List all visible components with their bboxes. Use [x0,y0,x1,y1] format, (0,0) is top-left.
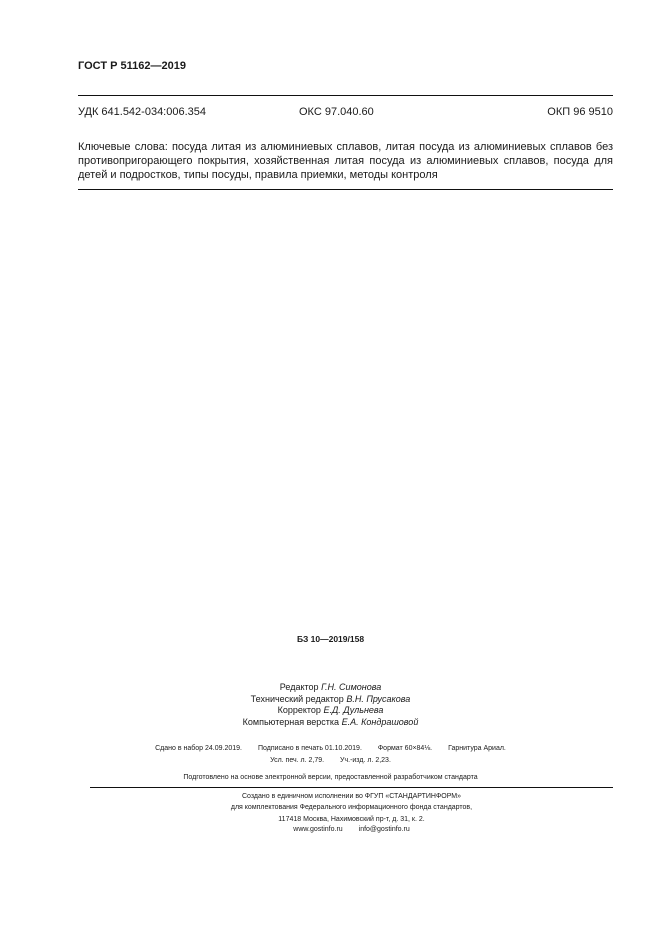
credit-corrector [0,705,661,717]
print-sheets: Усл. печ. л. 2,79. [270,757,325,764]
bz-number: БЗ 10—2019/158 [296,634,365,644]
credit-name: Г.Н. Симонова [321,682,382,692]
keywords-paragraph: Ключевые слова: посуда литая из алюминиевых сплавов, литая посуда из алюминиевых сплавов без противопригорающего покрытия, хозяйственная литая посуда из алюминиевых сплавов, посуда для детей и подростков, типы посуды, правила приемки, методы контроля [78,141,613,181]
email-link[interactable]: info@gostinfo.ru [358,826,410,833]
typeface: Гарнитура Ариал. [448,745,506,752]
oks-code: ОКС 97.040.60 [299,106,374,118]
publisher-line2: для комплектования Федерального информационного фонда стандартов, [230,804,473,811]
website-link[interactable]: www.gostinfo.ru [293,826,343,833]
print-info [0,743,661,767]
prepared-note: Подготовлено на основе электронной версии, предоставленной разработчиком стандарта [183,774,478,781]
print-info-line2 [0,755,661,767]
credit-role: Корректор [277,705,321,715]
publisher-address [90,815,613,835]
credit-role: Технический редактор [250,693,344,704]
keywords-divider [78,189,613,190]
classification-codes [78,106,613,118]
credit-editor [0,682,661,694]
credit-role: Компьютерная верстка [242,716,340,727]
footer-divider [90,787,613,788]
okp-code: ОКП 96 9510 [547,106,613,118]
publisher-sheets: Уч.-изд. л. 2,23. [340,757,391,764]
document-code: ГОСТ Р 51162—2019 [78,60,186,72]
credit-role: Редактор [279,682,319,692]
submitted-date: Сдано в набор 24.09.2019. [155,745,243,752]
paper-format: Формат 60×84⅛. [377,745,433,752]
credit-name: В.Н. Прусакова [346,693,411,704]
udk-code: УДК 641.542-034:006.354 [78,106,207,118]
publisher-info [90,791,613,813]
publisher-line1: Создано в единичном исполнении во ФГУП «СТАНДАРТИНФОРМ» [241,793,462,800]
credit-name: Е.А. Кондрашовой [341,716,419,727]
credits-block [0,682,661,728]
credit-tech-editor [0,694,661,706]
contact-line [90,825,613,835]
header-divider [78,95,613,96]
credit-name: Е.Д. Дульнева [323,705,384,715]
credit-layout [0,717,661,729]
signed-date: Подписано в печать 01.10.2019. [257,745,362,752]
address-line: 117418 Москва, Нахимовский пр-т, д. 31, к. 2. [278,816,425,823]
print-info-line1 [0,743,661,755]
